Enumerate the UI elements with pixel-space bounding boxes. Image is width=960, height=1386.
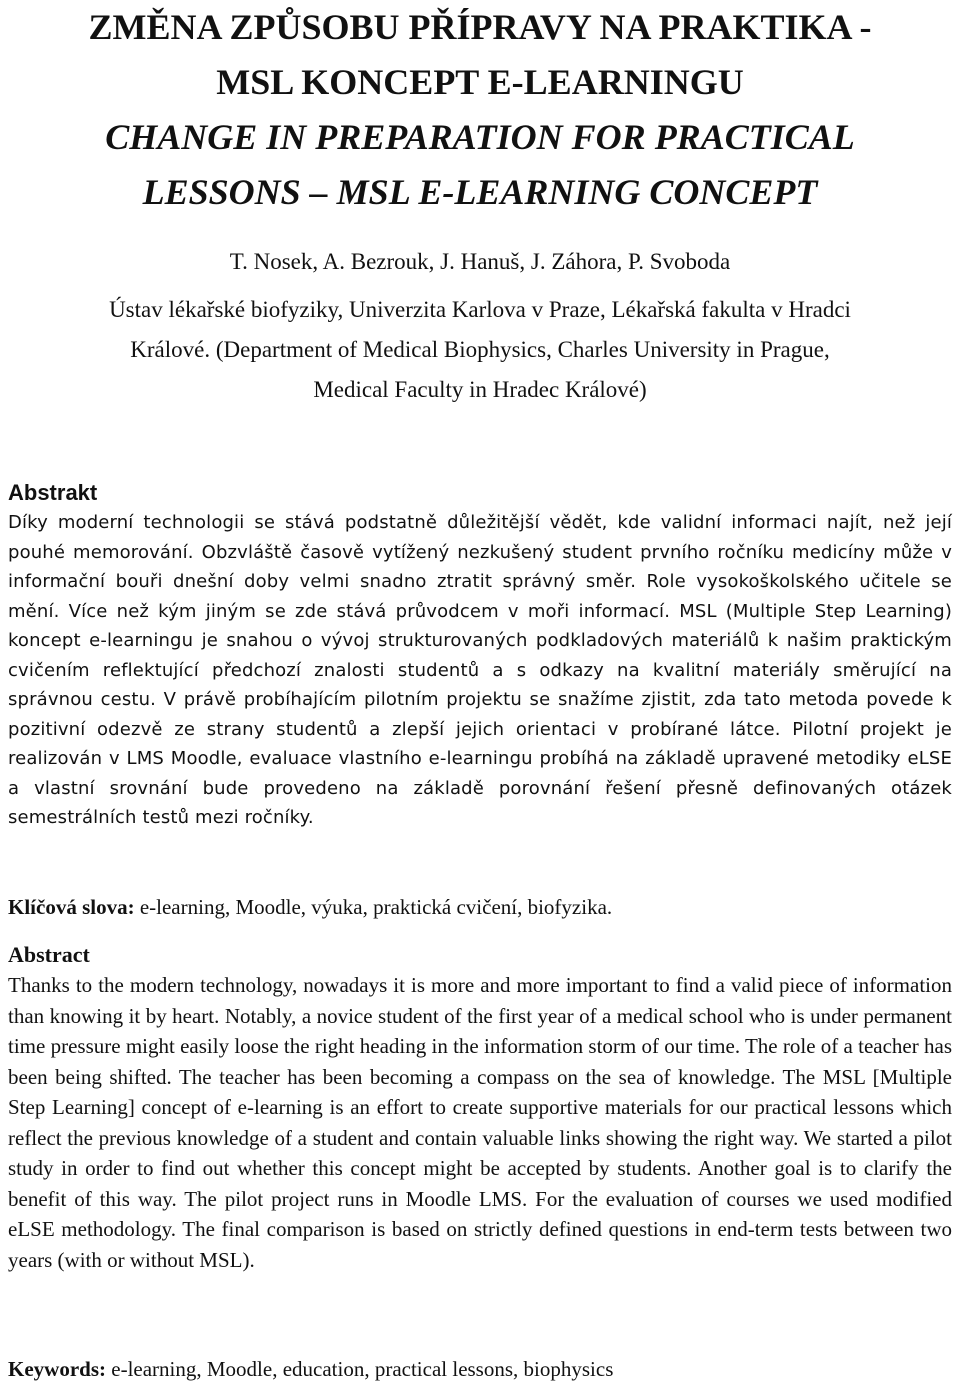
abstrakt-section xyxy=(8,478,952,833)
title-czech-line2: MSL KONCEPT E-LEARNINGU xyxy=(216,62,744,102)
abstract-section xyxy=(8,940,952,1275)
abstrakt-body: Díky moderní technologii se stává podstatně důležitější vědět, kde validní informaci najít, než její pouhé memorování. Obzvláště časově vytížený nezkušený student prvního ročníku medicíny může v informační bouři dnešní doby velmi snadno ztratit správný směr. Role vysokoškolského učitele se mění. Více než kým jiným se zde stává průvodcem v moři informací. MSL (Multiple Step Learning) koncept e-learningu je snahou o vývoj strukturovaných podkladových materiálů k našim praktickým cvičením reflektující předchozí znalosti studentů a s odkazy na kvalitní materiály směrující na správnou cestu. V právě probíhajícím pilotním projektu se snažíme zjistit, zda tato metoda povede k pozitivní odezvě ze strany studentů a zlepší jejich orientaci v probírané látce. Pilotní projekt je realizován v LMS Moodle, evaluace vlastního e-learningu probíhá na základě upravené metodiky eLSE a vlastní srovnání bude provedeno na základě porovnání řešení přesně definovaných otázek semestrálních testů mezi ročníky. xyxy=(8,512,952,828)
title-czech xyxy=(0,0,960,110)
klicova-slova-text: e-learning, Moodle, výuka, praktická cvičení, biofyzika. xyxy=(134,895,613,919)
keywords xyxy=(8,1355,952,1384)
keywords-text: e-learning, Moodle, education, practical lessons, biophysics xyxy=(106,1357,614,1381)
abstrakt-heading: Abstrakt xyxy=(8,480,98,505)
affiliation-line1: Ústav lékařské biofyziky, Univerzita Karlova v Praze, Lékařská fakulta v Hradci xyxy=(109,297,851,322)
klicova-slova-label: Klíčová slova: xyxy=(8,895,135,919)
title-czech-line1: ZMĚNA ZPŮSOBU PŘÍPRAVY NA PRAKTIKA - xyxy=(88,7,872,47)
authors: T. Nosek, A. Bezrouk, J. Hanuš, J. Záhora, P. Svoboda xyxy=(229,249,731,274)
affiliation-line3: Medical Faculty in Hradec Králové) xyxy=(313,377,647,402)
affiliation-line2: Králové. (Department of Medical Biophysics, Charles University in Prague, xyxy=(130,337,830,362)
keywords-label: Keywords: xyxy=(8,1357,106,1381)
abstract-body: Thanks to the modern technology, nowadays it is more and more important to find a valid piece of information than knowing it by heart. Notably, a novice student of the first year of a medical school who is under permanent time pressure might easily loose the right heading in the information storm of our time. The role of a teacher has been being shifted. The teacher has been becoming a compass on the sea of knowledge. The MSL [Multiple Step Learning] concept of e-learning is an effort to create supportive materials for our practical lessons which reflect the previous knowledge of a student and contain valuable links showing the right way. We started a pilot study in order to find out whether this concept might be accepted by students. Another goal is to clarify the benefit of this way. The pilot project runs in Moodle LMS. For the evaluation of courses we used modified eLSE methodology. The final comparison is based on strictly defined questions in end-term tests between two years (with or without MSL). xyxy=(8,973,952,1272)
title-english-line2: LESSONS – MSL E-LEARNING CONCEPT xyxy=(142,172,818,212)
affiliation xyxy=(0,290,960,410)
title-english-line1: CHANGE IN PREPARATION FOR PRACTICAL xyxy=(105,117,855,157)
abstract-heading: Abstract xyxy=(8,942,90,967)
title-english xyxy=(0,110,960,220)
klicova-slova xyxy=(8,893,952,922)
